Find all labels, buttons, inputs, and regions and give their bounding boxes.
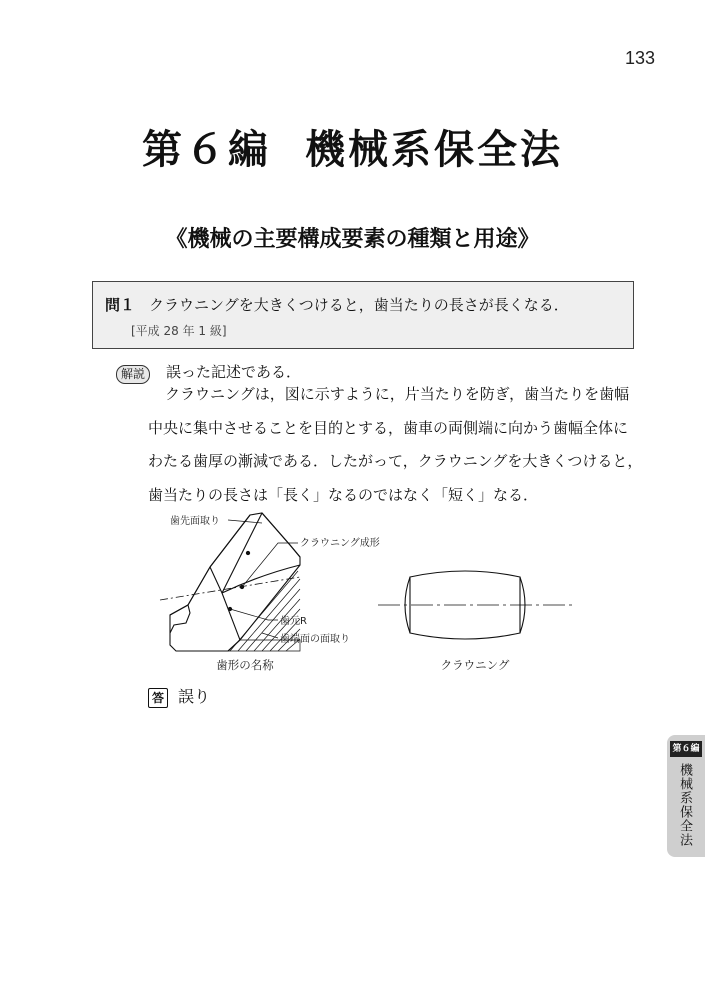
explanation-lead: 誤った記述である． bbox=[166, 363, 302, 381]
chapter-side-tab bbox=[667, 735, 705, 857]
label-root-r: 歯元R bbox=[280, 616, 307, 627]
chapter-name: 機械系保全法 bbox=[305, 126, 563, 173]
question-text: クラウニングを大きくつけると，歯当たりの長さが長くなる． bbox=[149, 296, 569, 314]
explanation-line: 歯当たりの長さは「長く」なるのではなく「短く」なる． bbox=[148, 485, 539, 504]
caption-gear-profile: 歯形の名称 bbox=[216, 658, 274, 672]
label-end-chamfer: 歯端面の面取り bbox=[280, 634, 350, 645]
label-crowning-form: クラウニング成形 bbox=[300, 538, 380, 549]
explanation-line: 中央に集中させることを目的とする，歯車の両側端に向かう歯幅全体に bbox=[148, 418, 629, 437]
question-label: 問１ bbox=[105, 296, 136, 314]
side-tab-text: 機械系保全法 bbox=[677, 763, 692, 847]
page-number: 133 bbox=[624, 48, 655, 68]
gear-figure bbox=[150, 505, 590, 680]
gear-tooth-illustration bbox=[160, 513, 300, 651]
answer-text: 誤り bbox=[178, 687, 211, 706]
explanation-line: クラウニングは，図に示すように，片当たりを防ぎ，歯当たりを歯幅 bbox=[165, 385, 630, 403]
section-title: 《機械の主要構成要素の種類と用途》 bbox=[165, 226, 540, 252]
answer-mark: 答 bbox=[148, 688, 168, 708]
caption-crowning: クラウニング bbox=[440, 658, 510, 672]
explanation-body bbox=[148, 378, 643, 512]
answer bbox=[148, 684, 210, 708]
gear-figure-drawing bbox=[150, 505, 590, 680]
chapter-number: 第６編 bbox=[142, 126, 271, 173]
question-box bbox=[92, 281, 634, 349]
explanation-line: わたる歯厚の漸減である．したがって，クラウニングを大きくつけると， bbox=[148, 452, 643, 470]
side-tab-label: 第６編 bbox=[670, 741, 702, 757]
label-tip-chamfer: 歯先面取り bbox=[170, 516, 220, 527]
chapter-title bbox=[0, 118, 705, 175]
question-source: [平成 28 年 1 級] bbox=[131, 324, 227, 338]
crowning-illustration bbox=[378, 571, 574, 639]
explanation-badge: 解説 bbox=[116, 365, 150, 384]
